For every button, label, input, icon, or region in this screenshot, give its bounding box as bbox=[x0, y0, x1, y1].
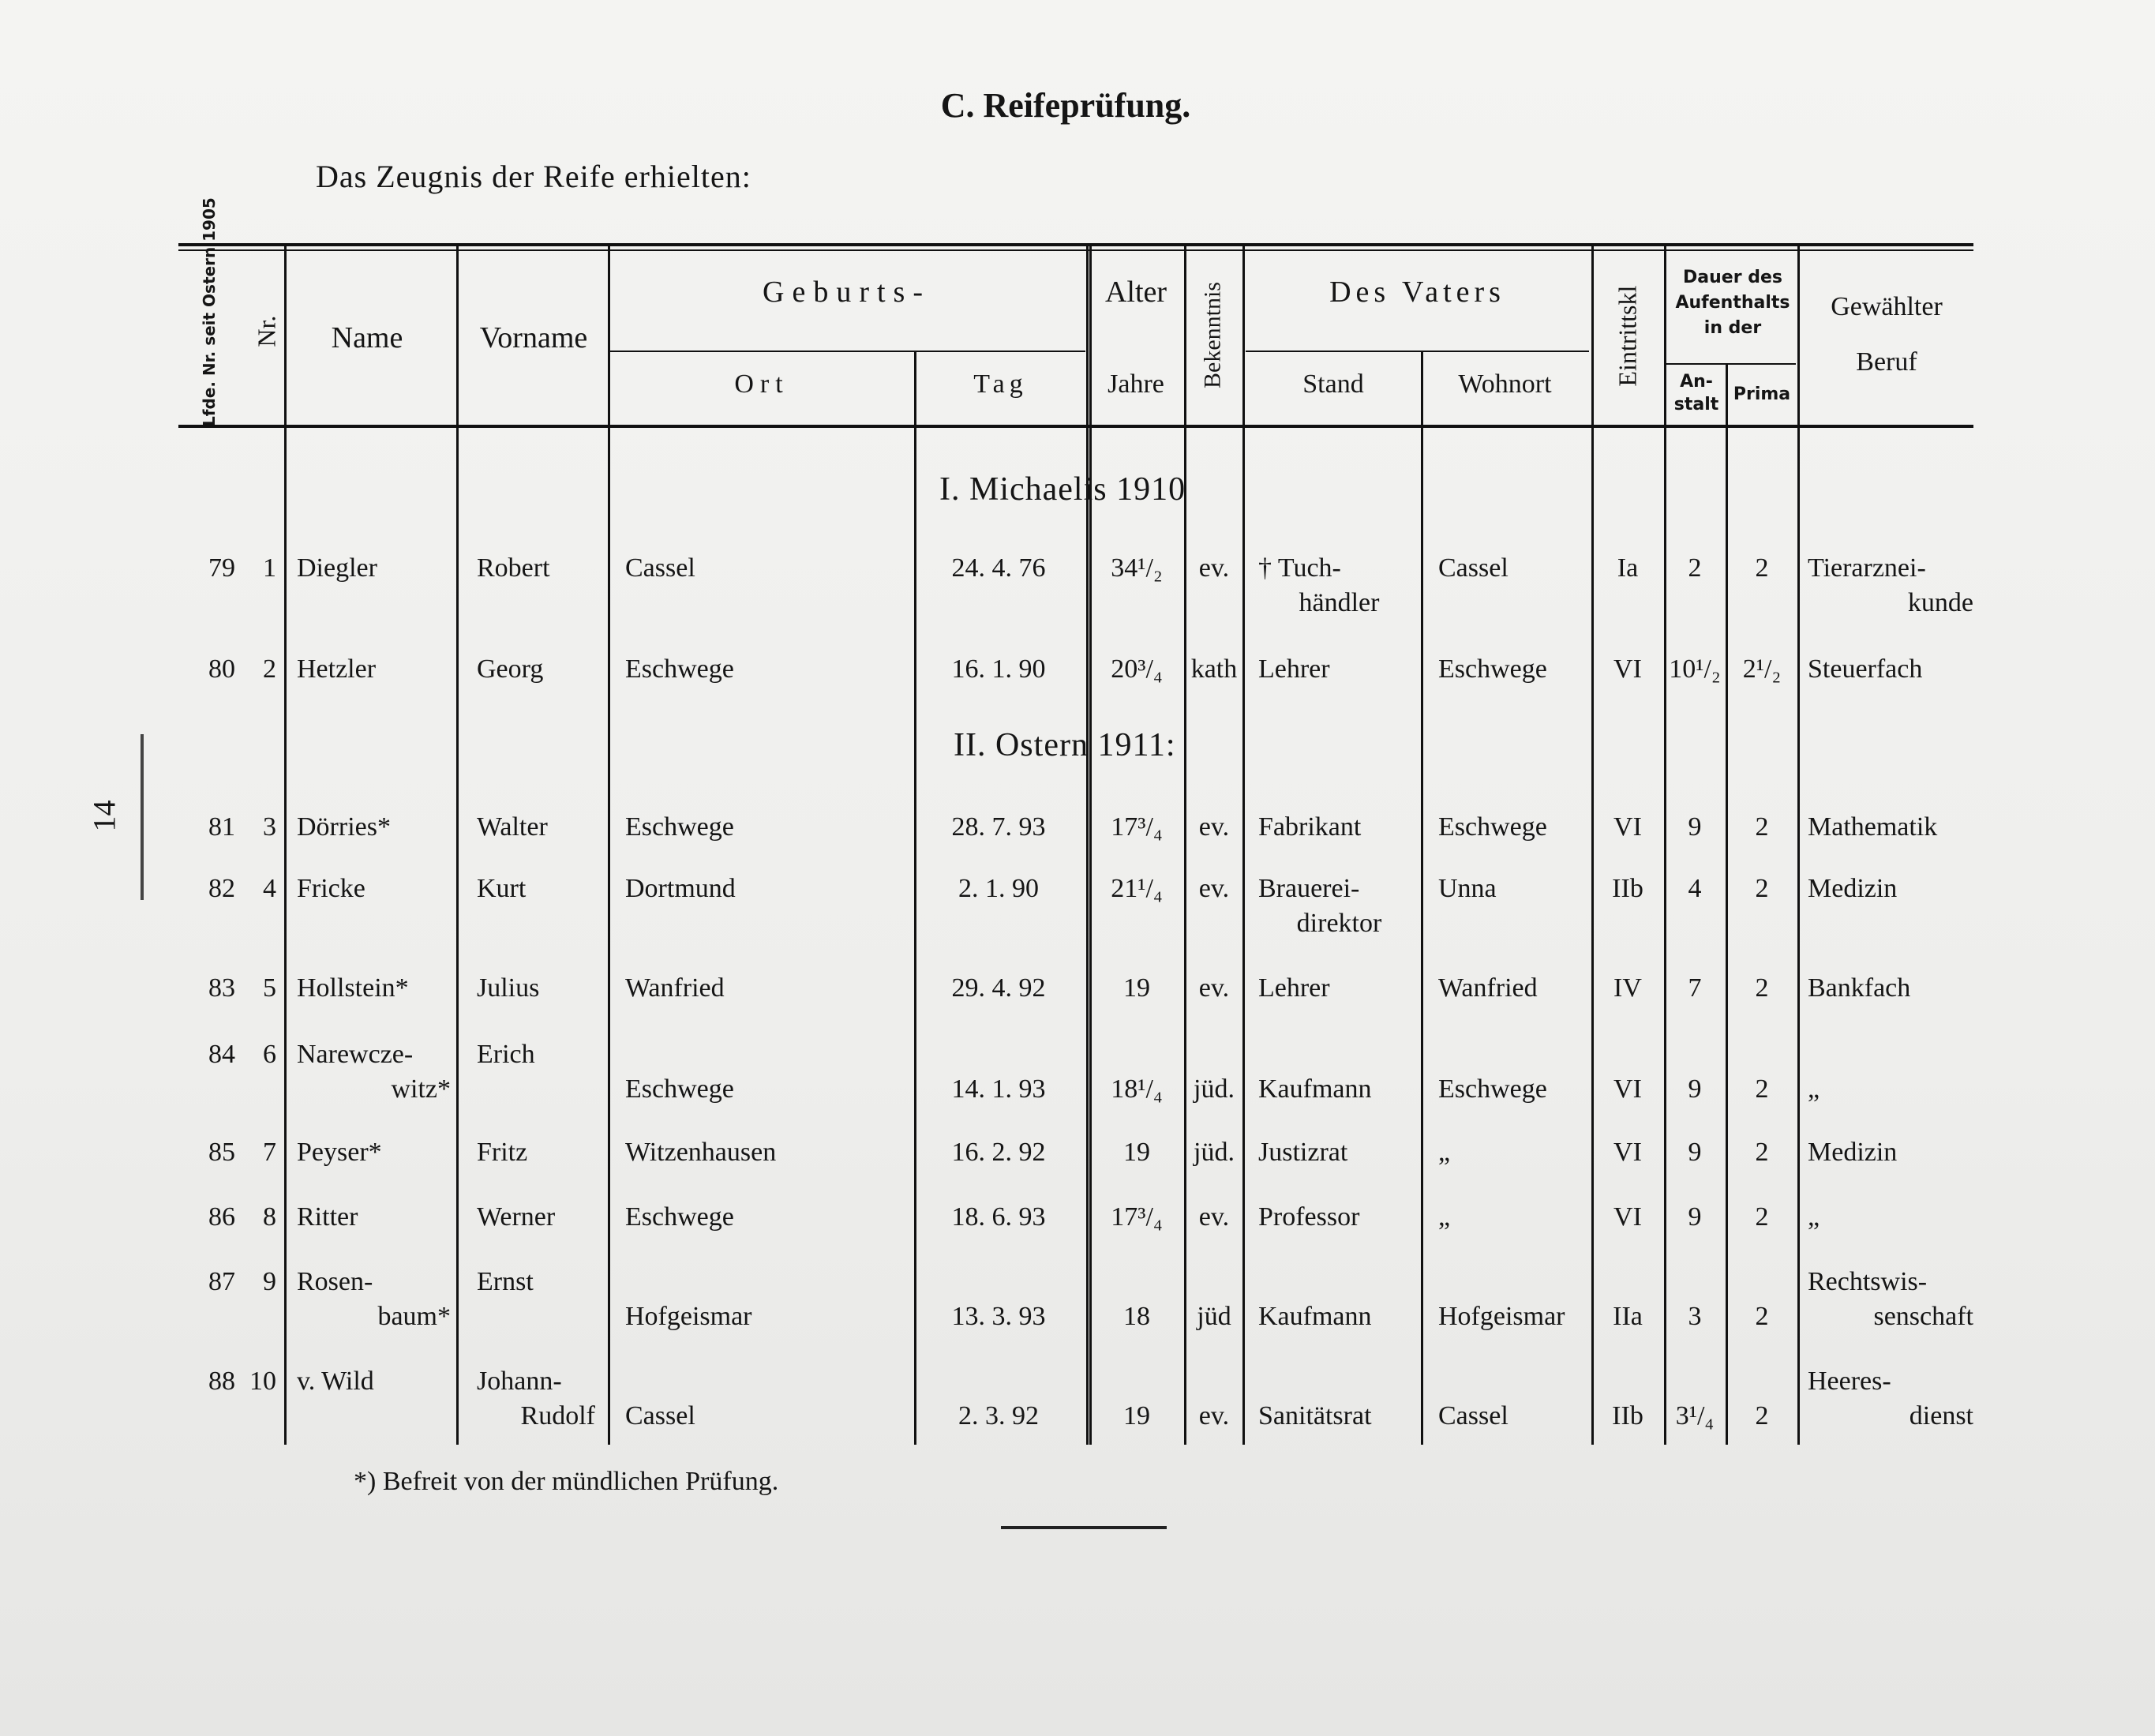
cell-anstalt: 9 bbox=[1688, 1202, 1702, 1232]
cell-prima: 2 bbox=[1755, 1401, 1769, 1430]
cell-name: Narewcze- bbox=[297, 1040, 414, 1069]
cell-vorname: Ernst bbox=[477, 1267, 534, 1296]
cell-bekenntnis: jüd. bbox=[1194, 1138, 1235, 1167]
cell-stand: † Tuch- bbox=[1258, 553, 1341, 583]
cell-tag: 18. 6. 93 bbox=[951, 1202, 1046, 1232]
cell-nr: 1 bbox=[263, 553, 276, 583]
cell-lfd-nr: 88 bbox=[208, 1367, 235, 1396]
cell-anstalt: 10¹/₂ bbox=[1669, 654, 1721, 684]
header-anstalt: An- stalt bbox=[1673, 372, 1719, 414]
section-ostern: II. Ostern 1911: bbox=[954, 727, 1176, 763]
cell-stand: Brauerei- bbox=[1258, 874, 1360, 903]
cell-stand: Fabrikant bbox=[1258, 812, 1362, 842]
cell-alter: 19 bbox=[1123, 1401, 1150, 1430]
cell-name: Dörries* bbox=[297, 812, 391, 842]
cell-eintrittskl: Ia bbox=[1617, 553, 1639, 583]
cell-tag: 16. 2. 92 bbox=[951, 1138, 1046, 1167]
cell-ort: Wanfried bbox=[625, 973, 725, 1003]
cell-name: Diegler bbox=[297, 553, 377, 583]
cell-nr: 5 bbox=[263, 973, 276, 1003]
cell-lfd-nr: 79 bbox=[208, 553, 235, 583]
cell-eintrittskl: IIb bbox=[1612, 874, 1643, 903]
cell-beruf: senschaft bbox=[1873, 1302, 1973, 1331]
cell-lfd-nr: 84 bbox=[208, 1040, 235, 1069]
cell-beruf: Rechtswis- bbox=[1808, 1267, 1928, 1296]
cell-nr: 9 bbox=[263, 1267, 276, 1296]
header-beruf-top: Gewählter bbox=[1831, 292, 1943, 321]
header-geburts: Geburts- bbox=[763, 276, 931, 309]
cell-eintrittskl: VI bbox=[1613, 1074, 1642, 1104]
cell-bekenntnis: jüd. bbox=[1194, 1074, 1235, 1104]
cell-anstalt: 2 bbox=[1688, 553, 1702, 583]
cell-prima: 2 bbox=[1755, 874, 1769, 903]
cell-tag: 2. 3. 92 bbox=[958, 1401, 1039, 1430]
column-rule bbox=[1421, 351, 1423, 1445]
cell-wohnort: Unna bbox=[1438, 874, 1497, 903]
cell-lfd-nr: 82 bbox=[208, 874, 235, 903]
vaters-subrule bbox=[1246, 351, 1589, 352]
page-title: C. Reifeprüfung. bbox=[940, 86, 1191, 125]
header-prima: Prima bbox=[1733, 384, 1791, 404]
cell-alter: 20³/₄ bbox=[1111, 654, 1163, 684]
cell-beruf: Bankfach bbox=[1808, 973, 1911, 1003]
cell-lfd-nr: 85 bbox=[208, 1138, 235, 1167]
column-rule bbox=[608, 246, 610, 1445]
cell-anstalt: 9 bbox=[1688, 812, 1702, 842]
cell-tag: 14. 1. 93 bbox=[951, 1074, 1046, 1104]
cell-alter: 18¹/₄ bbox=[1111, 1074, 1163, 1104]
cell-alter: 17³/₄ bbox=[1111, 1202, 1163, 1232]
cell-vorname: Johann- bbox=[477, 1367, 562, 1396]
header-tag: Tag bbox=[973, 369, 1028, 399]
cell-vorname: Julius bbox=[477, 973, 540, 1003]
cell-stand: Lehrer bbox=[1258, 973, 1330, 1003]
header-eintrittskl: Eintrittskl bbox=[1613, 285, 1642, 387]
cell-stand: Sanitätsrat bbox=[1258, 1401, 1372, 1430]
column-rule bbox=[1591, 246, 1594, 1445]
cell-tag: 2. 1. 90 bbox=[958, 874, 1039, 903]
cell-lfd-nr: 83 bbox=[208, 973, 235, 1003]
cell-tag: 24. 4. 76 bbox=[951, 553, 1046, 583]
cell-ort: Witzenhausen bbox=[625, 1138, 777, 1167]
cell-prima: 2 bbox=[1755, 1202, 1769, 1232]
cell-alter: 19 bbox=[1123, 1138, 1150, 1167]
header-stand: Stand bbox=[1302, 369, 1364, 399]
column-rule bbox=[1797, 246, 1800, 1445]
cell-vorname: Fritz bbox=[477, 1138, 528, 1167]
cell-eintrittskl: IIb bbox=[1612, 1401, 1643, 1430]
header-jahre: Jahre bbox=[1107, 369, 1164, 399]
header-wohnort: Wohnort bbox=[1458, 369, 1552, 399]
cell-nr: 6 bbox=[263, 1040, 276, 1069]
header-name: Name bbox=[331, 321, 403, 354]
cell-bekenntnis: ev. bbox=[1198, 1202, 1230, 1232]
cell-bekenntnis: kath bbox=[1190, 654, 1238, 684]
cell-bekenntnis: ev. bbox=[1198, 874, 1230, 903]
cell-prima: 2 bbox=[1755, 973, 1769, 1003]
cell-stand: händler bbox=[1299, 588, 1380, 617]
cell-name: Hollstein* bbox=[297, 973, 409, 1003]
cell-wohnort: „ bbox=[1438, 1138, 1451, 1167]
cell-nr: 2 bbox=[263, 654, 276, 684]
cell-eintrittskl: VI bbox=[1613, 1202, 1642, 1232]
cell-ort: Cassel bbox=[625, 1401, 695, 1430]
cell-ort: Eschwege bbox=[625, 654, 734, 684]
cell-vorname: Robert bbox=[477, 553, 550, 583]
cell-beruf: „ bbox=[1808, 1202, 1820, 1232]
cell-beruf: Steuerfach bbox=[1808, 654, 1923, 684]
cell-name: Peyser* bbox=[297, 1138, 382, 1167]
cell-prima: 2 bbox=[1755, 1302, 1769, 1331]
table-top-rule bbox=[178, 243, 1973, 246]
cell-beruf: „ bbox=[1808, 1074, 1820, 1104]
page-number: 14 bbox=[86, 800, 122, 832]
cell-lfd-nr: 80 bbox=[208, 654, 235, 684]
cell-stand: Professor bbox=[1258, 1202, 1360, 1232]
cell-vorname: Rudolf bbox=[520, 1401, 595, 1430]
cell-wohnort: Cassel bbox=[1438, 1401, 1508, 1430]
cell-lfd-nr: 86 bbox=[208, 1202, 235, 1232]
cell-name: Fricke bbox=[297, 874, 365, 903]
cell-stand: direktor bbox=[1296, 909, 1382, 938]
table-top-rule-thin bbox=[178, 249, 1973, 251]
header-nr: Nr. bbox=[252, 315, 281, 347]
cell-nr: 10 bbox=[249, 1367, 276, 1396]
header-lfd-nr: Lfde. Nr. seit Ostern 1905 bbox=[200, 197, 219, 426]
cell-ort: Eschwege bbox=[625, 1202, 734, 1232]
cell-prima: 2 bbox=[1755, 553, 1769, 583]
cell-tag: 28. 7. 93 bbox=[951, 812, 1046, 842]
end-rule bbox=[1001, 1526, 1167, 1529]
cell-alter: 17³/₄ bbox=[1111, 812, 1163, 842]
column-rule bbox=[1089, 246, 1092, 1445]
cell-bekenntnis: ev. bbox=[1198, 1401, 1230, 1430]
cell-wohnort: Eschwege bbox=[1438, 1074, 1547, 1104]
header-bottom-rule bbox=[178, 425, 1973, 428]
footnote: *) Befreit von der mündlichen Prüfung. bbox=[354, 1467, 779, 1496]
cell-lfd-nr: 81 bbox=[208, 812, 235, 842]
cell-ort: Eschwege bbox=[625, 812, 734, 842]
cell-anstalt: 4 bbox=[1688, 874, 1702, 903]
header-bekenntnis: Bekenntnis bbox=[1199, 282, 1226, 388]
cell-nr: 4 bbox=[263, 874, 276, 903]
cell-beruf: kunde bbox=[1907, 588, 1973, 617]
cell-wohnort: Eschwege bbox=[1438, 654, 1547, 684]
section-michaelis: I. Michaelis 1910 bbox=[939, 471, 1186, 508]
cell-vorname: Werner bbox=[477, 1202, 556, 1232]
cell-alter: 21¹/₄ bbox=[1111, 874, 1163, 903]
cell-anstalt: 9 bbox=[1688, 1138, 1702, 1167]
cell-nr: 8 bbox=[263, 1202, 276, 1232]
cell-vorname: Walter bbox=[477, 812, 548, 842]
cell-stand: Kaufmann bbox=[1258, 1074, 1372, 1104]
cell-ort: Hofgeismar bbox=[625, 1302, 752, 1331]
cell-anstalt: 9 bbox=[1688, 1074, 1702, 1104]
dauer-subrule bbox=[1666, 363, 1796, 365]
cell-beruf: dienst bbox=[1909, 1401, 1973, 1430]
cell-bekenntnis: ev. bbox=[1198, 553, 1230, 583]
cell-alter: 19 bbox=[1123, 973, 1150, 1003]
cell-wohnort: Cassel bbox=[1438, 553, 1508, 583]
cell-ort: Dortmund bbox=[625, 874, 736, 903]
cell-bekenntnis: jüd bbox=[1197, 1302, 1231, 1331]
cell-name: v. Wild bbox=[297, 1367, 374, 1396]
cell-vorname: Erich bbox=[477, 1040, 535, 1069]
header-des-vaters: Des Vaters bbox=[1329, 276, 1505, 309]
cell-tag: 29. 4. 92 bbox=[951, 973, 1046, 1003]
cell-prima: 2 bbox=[1755, 1074, 1769, 1104]
cell-prima: 2 bbox=[1755, 1138, 1769, 1167]
cell-nr: 7 bbox=[263, 1138, 276, 1167]
cell-name: witz* bbox=[391, 1074, 451, 1104]
cell-beruf: Medizin bbox=[1808, 1138, 1898, 1167]
cell-bekenntnis: ev. bbox=[1198, 973, 1230, 1003]
cell-nr: 3 bbox=[263, 812, 276, 842]
cell-eintrittskl: IIa bbox=[1613, 1302, 1643, 1331]
header-dauer: Dauer des Aufenthalts in der bbox=[1675, 268, 1790, 338]
cell-name: Rosen- bbox=[297, 1267, 373, 1296]
cell-anstalt: 3 bbox=[1688, 1302, 1702, 1331]
cell-beruf: Heeres- bbox=[1808, 1367, 1891, 1396]
cell-name: baum* bbox=[377, 1302, 451, 1331]
cell-eintrittskl: IV bbox=[1613, 973, 1642, 1003]
cell-wohnort: Eschwege bbox=[1438, 812, 1547, 842]
cell-alter: 34¹/₂ bbox=[1111, 553, 1163, 583]
column-rule bbox=[284, 246, 287, 1445]
cell-lfd-nr: 87 bbox=[208, 1267, 235, 1296]
column-rule bbox=[1664, 246, 1666, 1445]
cell-eintrittskl: VI bbox=[1613, 812, 1642, 842]
cell-name: Ritter bbox=[297, 1202, 358, 1232]
cell-beruf: Medizin bbox=[1808, 874, 1898, 903]
header-ort: Ort bbox=[734, 369, 789, 399]
cell-bekenntnis: ev. bbox=[1198, 812, 1230, 842]
cell-wohnort: Wanfried bbox=[1438, 973, 1538, 1003]
cell-beruf: Tierarznei- bbox=[1808, 553, 1926, 583]
cell-ort: Cassel bbox=[625, 553, 695, 583]
cell-eintrittskl: VI bbox=[1613, 654, 1642, 684]
cell-wohnort: Hofgeismar bbox=[1438, 1302, 1565, 1331]
column-rule bbox=[1184, 246, 1186, 1445]
cell-vorname: Kurt bbox=[477, 874, 527, 903]
cell-prima: 2¹/₂ bbox=[1742, 654, 1782, 684]
cell-tag: 16. 1. 90 bbox=[951, 654, 1046, 684]
header-alter: Alter bbox=[1104, 276, 1167, 309]
cell-stand: Kaufmann bbox=[1258, 1302, 1372, 1331]
cell-anstalt: 7 bbox=[1688, 973, 1702, 1003]
cell-alter: 18 bbox=[1123, 1302, 1150, 1331]
column-rule bbox=[456, 246, 459, 1445]
cell-beruf: Mathematik bbox=[1808, 812, 1938, 842]
margin-rule bbox=[141, 734, 144, 900]
cell-eintrittskl: VI bbox=[1613, 1138, 1642, 1167]
intro-text: Das Zeugnis der Reife erhielten: bbox=[316, 159, 751, 194]
cell-prima: 2 bbox=[1755, 812, 1769, 842]
header-beruf-bottom: Beruf bbox=[1856, 347, 1917, 377]
column-rule bbox=[1086, 246, 1089, 1445]
cell-wohnort: „ bbox=[1438, 1202, 1451, 1232]
cell-ort: Eschwege bbox=[625, 1074, 734, 1104]
cell-vorname: Georg bbox=[477, 654, 544, 684]
cell-anstalt: 3¹/₄ bbox=[1675, 1401, 1715, 1430]
cell-tag: 13. 3. 93 bbox=[951, 1302, 1046, 1331]
geburts-subrule bbox=[608, 351, 1085, 352]
cell-stand: Lehrer bbox=[1258, 654, 1330, 684]
cell-name: Hetzler bbox=[297, 654, 377, 684]
column-rule bbox=[1242, 246, 1245, 1445]
header-vorname: Vorname bbox=[479, 321, 588, 354]
cell-stand: Justizrat bbox=[1258, 1138, 1348, 1167]
